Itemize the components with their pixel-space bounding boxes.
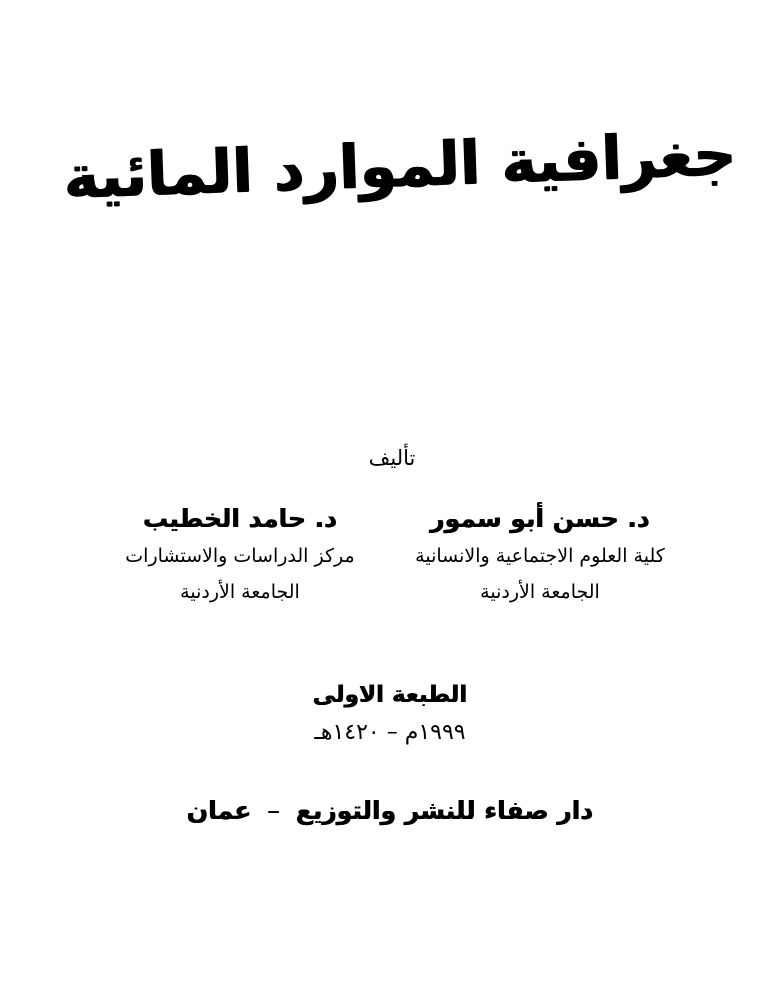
author-affiliation: مركز الدراسات والاستشارات bbox=[125, 545, 355, 567]
book-title: جغرافية الموارد المائية bbox=[62, 119, 738, 213]
edition-section bbox=[6, 676, 768, 752]
edition-years: ١٩٩٩م – ١٤٢٠هـ bbox=[314, 720, 466, 745]
publisher-separator: – bbox=[267, 796, 280, 825]
publisher-name: دار صفاء للنشر والتوزيع bbox=[295, 796, 594, 825]
edition-label: الطبعة الاولى bbox=[312, 682, 468, 708]
author-primary bbox=[410, 500, 670, 610]
author-institution: الجامعة الأردنية bbox=[180, 581, 300, 603]
author-name: د. حامد الخطيب bbox=[142, 504, 338, 533]
author-institution: الجامعة الأردنية bbox=[480, 581, 600, 603]
author-secondary bbox=[110, 500, 370, 610]
author-affiliation: كلية العلوم الاجتماعية والانسانية bbox=[415, 545, 665, 567]
authors-section bbox=[0, 500, 768, 620]
byline-label: تأليف bbox=[368, 446, 416, 470]
publisher-city: عمان bbox=[186, 796, 252, 825]
author-name: د. حسن أبو سمور bbox=[430, 504, 650, 533]
publisher-line bbox=[6, 794, 768, 828]
